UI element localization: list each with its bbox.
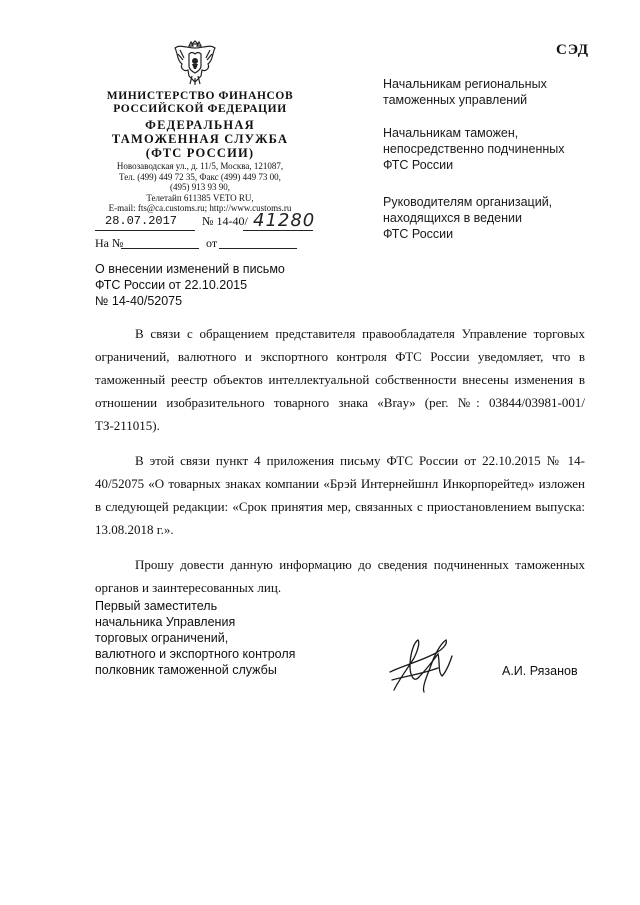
addressee-line: находящихся в ведении [383,211,522,225]
addressee-line: ФТС России [383,227,454,241]
letter-body [95,322,585,611]
sed-marker: СЭД [556,42,590,58]
sender-contacts [95,161,305,214]
service-line: ФЕДЕРАЛЬНАЯ [145,118,255,132]
signatory-title [95,598,325,678]
registration-line [95,210,325,234]
signatory-line: торговых ограничений, [95,631,229,645]
contact-line: Новозаводская ул., д. 11/5, Москва, 121087, [116,161,284,171]
reference-number-label: На № [95,236,124,250]
addressee-line: Руководителям организаций, [383,195,553,209]
signatory-line: полковник таможенной службы [95,663,277,677]
reference-date-label: от [206,236,218,250]
subject-line: № 14-40/52075 [95,294,183,308]
addressee-regional [383,76,603,108]
letter-subject [95,261,355,309]
date-underline [95,230,195,231]
addressee-customs [383,125,603,173]
addressee-line: Начальникам региональных [383,77,547,91]
signatory-line: Первый заместитель [95,599,218,613]
contact-line: E-mail: fts@ca.customs.ru; http://www.customs.ru [108,203,292,213]
reference-number-blank [121,248,199,249]
registration-number-handwritten: 41280 [253,210,316,231]
addressee-line: ФТС России [383,158,454,172]
signatory-line: валютного и экспортного контроля [95,647,296,661]
addressee-line: таможенных управлений [383,93,528,107]
signer-name: А.И. Рязанов [502,664,578,678]
subject-line: ФТС России от 22.10.2015 [95,278,248,292]
registration-date: 28.07.2017 [105,214,178,228]
body-paragraph: В этой связи пункт 4 приложения письму ФТС России от 22.10.2015 № 14-40/52075 «О товарных знаках компании «Брэй Интернейшнл Инкорпорейтед» изложен в следующей редакции: «Срок принятия мер, связанных с приостановлением выпуска: 13.08.2018 г.». [95,453,585,537]
addressee-line: Начальникам таможен, [383,126,519,140]
addressee-line: непосредственно подчиненных [383,142,565,156]
signatory-line: начальника Управления [95,615,236,629]
reference-date-blank [219,248,297,249]
ministry-line: РОССИЙСКОЙ ФЕДЕРАЦИИ [113,103,287,115]
ministry-line: МИНИСТЕРСТВО ФИНАНСОВ [106,90,294,102]
contact-line: Телетайп 611385 VETO RU, [146,192,254,203]
ministry-name [95,90,305,116]
service-line: ТАМОЖЕННАЯ СЛУЖБА [111,132,289,146]
body-paragraph: В связи с обращением представителя правообладателя Управление торговых ограничений, валютного и экспортного контроля ФТС России уведомляет, что в таможенный реестр объектов интеллектуальной собственности внесены изменения в отношении изобразительного товарного знака «Bray» (рег. №: 03844/03981-001/ТЗ-211015). [95,326,585,433]
coat-of-arms-icon [172,40,218,86]
addressee-organizations [383,194,603,242]
body-paragraph: Прошу довести данную информацию до сведения подчиненных таможенных органов и заинтересованных лиц. [95,557,585,595]
number-underline [243,230,313,231]
service-line: (ФТС РОССИИ) [145,146,255,160]
contact-line: Тел. (499) 449 72 35, Факс (499) 449 73 00, [119,171,281,182]
registration-number-prefix: № 14-40/ [202,214,248,228]
service-name [95,118,305,160]
subject-line: О внесении изменений в письмо [95,262,285,276]
handwritten-signature-icon [388,632,460,698]
reference-line [95,236,325,254]
contact-line: (495) 913 93 90, [170,182,230,192]
